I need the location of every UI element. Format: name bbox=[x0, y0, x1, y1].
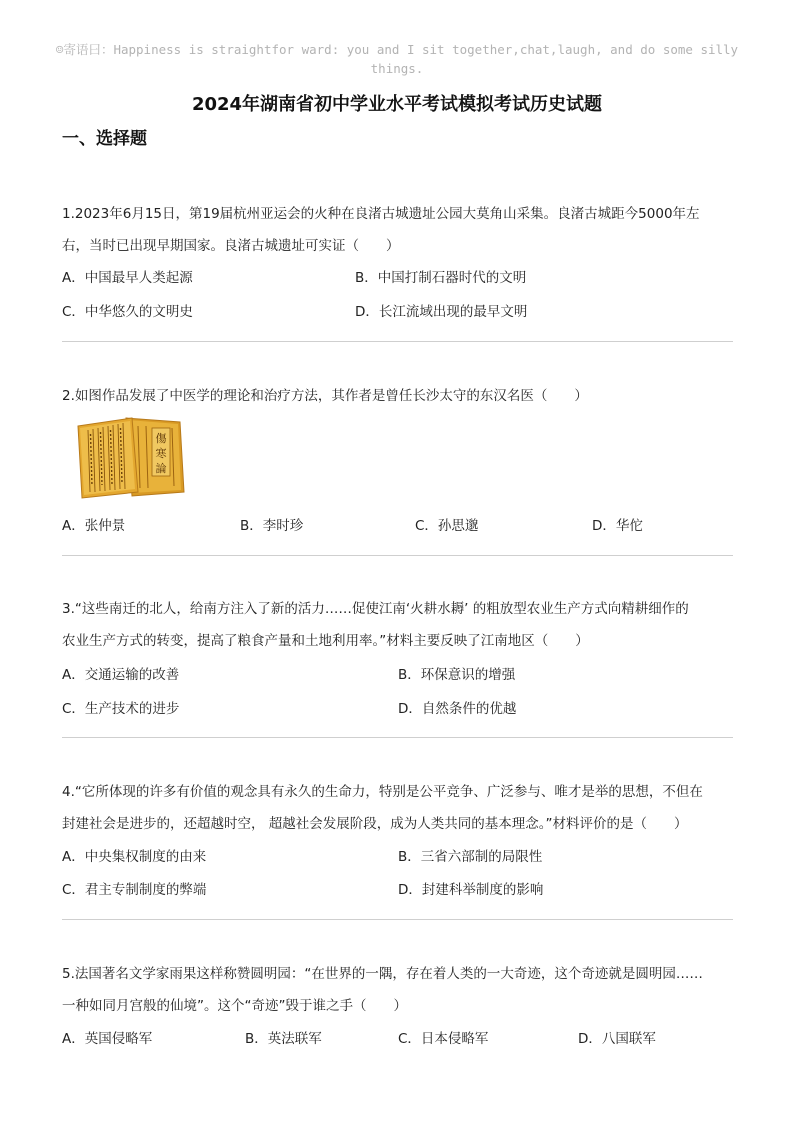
question-4-line-1: 4.“它所体现的许多有价值的观念具有永久的生命力，特别是公平竞争、广泛参与、唯才是举的思想，不但在 bbox=[62, 784, 703, 800]
question-separator bbox=[62, 737, 733, 738]
question-5-line-2: 一种如同月宫般的仙境”。这个“奇迹”毁于谁之手（ ） bbox=[62, 998, 407, 1014]
question-3-option-c[interactable]: C．生产技术的进步 bbox=[62, 701, 180, 717]
question-1-line-2: 右，当时已出现早期国家。良渚古城遗址可实证（ ） bbox=[62, 238, 400, 254]
question-4-option-d[interactable]: D．封建科举制度的影响 bbox=[398, 882, 544, 898]
question-separator bbox=[62, 555, 733, 556]
question-5-line-1: 5.法国著名文学家雨果这样称赞圆明园：“在世界的一隅，存在着人类的一大奇迹，这个奇迹就是圆明园…… bbox=[62, 966, 703, 982]
question-1-option-b[interactable]: B．中国打制石器时代的文明 bbox=[355, 270, 527, 286]
question-2-option-b[interactable]: B．李时珍 bbox=[240, 518, 304, 534]
book-title-char-3: 論 bbox=[155, 462, 167, 475]
question-separator bbox=[62, 919, 733, 920]
page-title: 2024年湖南省初中学业水平考试模拟考试历史试题 bbox=[191, 94, 603, 115]
question-1-option-d[interactable]: D．长江流域出现的最早文明 bbox=[355, 304, 528, 320]
question-2-option-a[interactable]: A．张仲景 bbox=[62, 518, 126, 534]
book-title-char-1: 傷 bbox=[155, 432, 167, 445]
question-5-option-a[interactable]: A．英国侵略军 bbox=[62, 1031, 153, 1047]
question-2-line-1: 2.如图作品发展了中医学的理论和治疗方法，其作者是曾任长沙太守的东汉名医（ ） bbox=[62, 388, 588, 404]
question-3-option-b[interactable]: B．环保意识的增强 bbox=[398, 667, 516, 683]
ancient-book-image bbox=[74, 412, 186, 500]
question-1-option-a[interactable]: A．中国最早人类起源 bbox=[62, 270, 193, 286]
question-4-option-c[interactable]: C．君主专制制度的弊端 bbox=[62, 882, 207, 898]
question-3-option-d[interactable]: D．自然条件的优越 bbox=[398, 701, 517, 717]
book-title-char-2: 寒 bbox=[155, 447, 167, 460]
motto-line: ☺寄语曰：Happiness is straightfor ward: you and I sit together,chat,laugh, and do some silly things. bbox=[55, 42, 739, 76]
question-3-line-2: 农业生产方式的转变，提高了粮食产量和土地利用率。”材料主要反映了江南地区（ ） bbox=[62, 633, 589, 649]
question-4-option-b[interactable]: B．三省六部制的局限性 bbox=[398, 849, 543, 865]
question-3-option-a[interactable]: A．交通运输的改善 bbox=[62, 667, 180, 683]
question-5-option-d[interactable]: D．八国联军 bbox=[578, 1031, 656, 1047]
question-1-line-1: 1.2023年6月15日，第19届杭州亚运会的火种在良渚古城遗址公园大莫角山采集。良渚古城距今5000年左 bbox=[62, 206, 700, 222]
question-1-option-c[interactable]: C．中华悠久的文明史 bbox=[62, 304, 193, 320]
question-separator bbox=[62, 341, 733, 342]
question-5-option-b[interactable]: B．英法联军 bbox=[245, 1031, 322, 1047]
section-heading: 一、选择题 bbox=[62, 129, 147, 149]
question-3-line-1: 3.“这些南迁的北人，给南方注入了新的活力……促使江南‘火耕水耨’ 的粗放型农业生产方式向精耕细作的 bbox=[62, 601, 689, 617]
question-4-line-2: 封建社会是进步的，还超越时空， 超越社会发展阶段，成为人类共同的基本理念。”材料评价的是（ ） bbox=[62, 816, 688, 832]
question-4-option-a[interactable]: A．中央集权制度的由来 bbox=[62, 849, 207, 865]
question-5-option-c[interactable]: C．日本侵略军 bbox=[398, 1031, 489, 1047]
question-2-option-d[interactable]: D．华佗 bbox=[592, 518, 643, 534]
question-2-option-c[interactable]: C．孙思邈 bbox=[415, 518, 479, 534]
